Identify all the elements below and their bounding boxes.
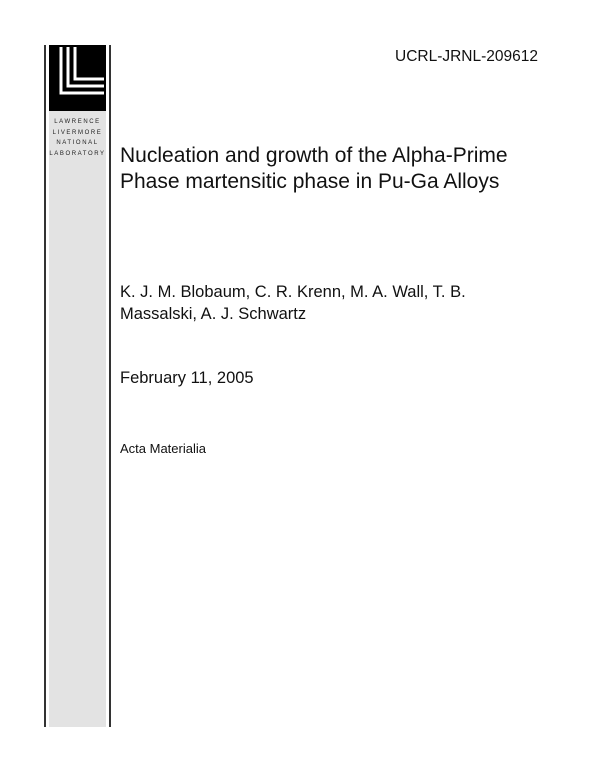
journal-name: Acta Materialia [120, 441, 206, 456]
document-title [120, 143, 508, 195]
llnl-logo-icon [49, 45, 106, 111]
publication-date: February 11, 2005 [120, 369, 254, 387]
report-number: UCRL-JRNL-209612 [395, 48, 539, 65]
lab-name-line: LABORATORY [49, 150, 106, 157]
authors-line: Massalski, A. J. Schwartz [120, 305, 307, 323]
lab-name-line: NATIONAL [56, 140, 99, 146]
authors-line: K. J. M. Blobaum, C. R. Krenn, M. A. Wall, T. B. [120, 283, 466, 301]
title-line: Nucleation and growth of the Alpha-Prime [120, 144, 508, 167]
left-border-line [44, 45, 46, 727]
lab-name-line: LIVERMORE [52, 129, 103, 136]
right-border-line [109, 45, 111, 727]
title-line: Phase martensitic phase in Pu-Ga Alloys [120, 170, 500, 193]
lab-name [49, 117, 106, 159]
lab-name-line: LAWRENCE [54, 119, 101, 125]
authors [120, 281, 466, 325]
